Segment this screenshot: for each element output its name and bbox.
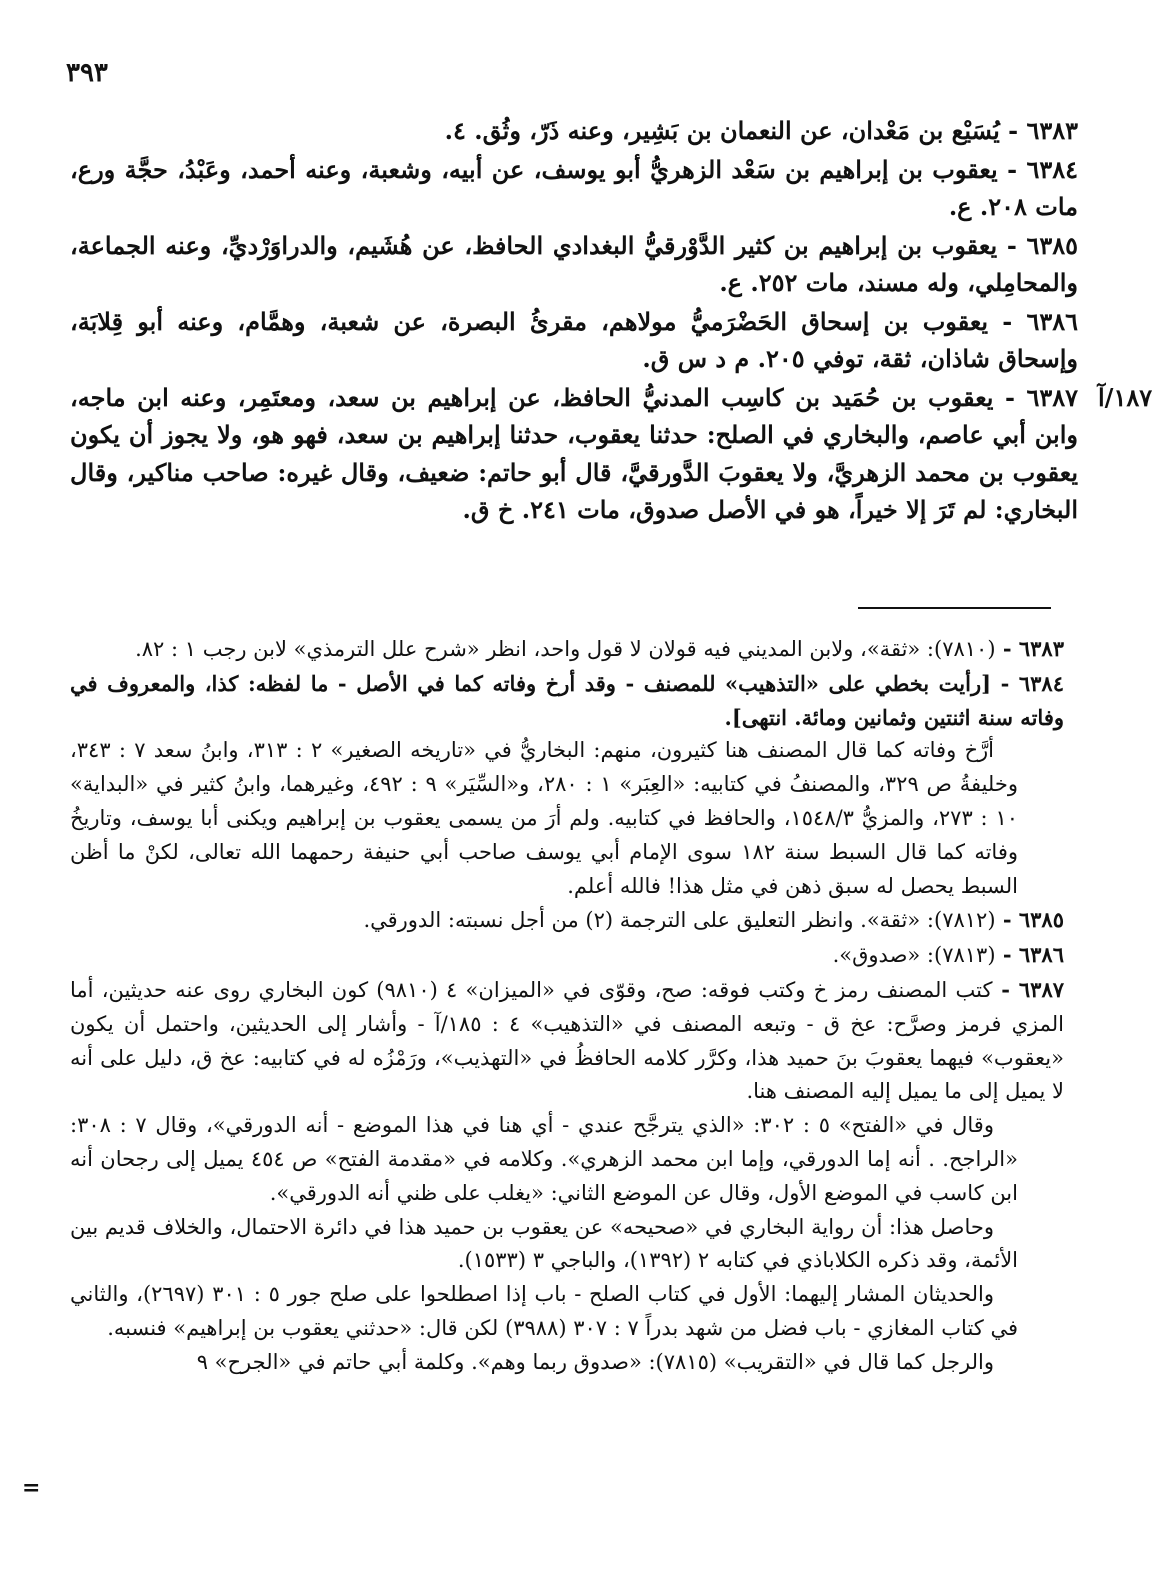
note-paragraph: أرَّخ وفاته كما قال المصنف هنا كثيرون، منهم: البخاريُّ في «تاريخه الصغير» ٢ : ٣١٣، وابنُ سعد ٧ : ٣٤٣، وخليفةُ ص ٣٢٩، والمصنفُ في كتابيه: «العِبَر» ١ : ٢٨٠، و«السِّيَر» ٩ : ٤٩٢، وغيرهما، وابنُ كثير في «البداية» ١٠ : ٢٧٣، والمزيُّ ١٥٤٨/٣، والحافظ في كتابيه. ولم أرَ من يسمى يعقوب بن إبراهيم ويكنى أبا يوسف، وتاريخُ وفاته كما قال السبط سنة ١٨٢ سوى الإمام أبي يوسف صاحب أبي حنيفة رحمهما الله تعالى، لكنْ ما أظن السبط يحصل له سبق ذهن في مثل هذا! فالله أعلم. [70, 738, 1019, 898]
entry-6385 [70, 227, 1078, 302]
entry-number: ٦٣٨٦ - [988, 306, 1079, 336]
note-text: [رأيت بخطي على «التذهيب» للمصنف - وقد أرخ وفاته كما في الأصل - ما لفظه: كذا، والمعروف في وفاته سنة اثنتين وثمانين ومائة. انتهى]. [70, 670, 1064, 730]
entry-6387: ٦٣٨٧ - يعقوب بن حُمَيد بن كاسِب المدنيُّ الحافظ، عن إبراهيم بن سعد، ومعتَمِر، وعنه ابن ماجه، وابن أبي عاصم، والبخاري في الصلح: حدثنا يعقوب، حدثنا إبراهيم بن سعد، فهو هو، ولا يجوز أن يكون يعقوب بن محمد الزهريَّ، ولا يعقوبَ الدَّورقيَّ، قال أبو حاتم: ضعيف، وقال غيره: صاحب مناكير، وقال البخاري: لم تَرَ إلا خيراً، هو في الأصل صدوق، مات ٢٤١. خ ق. ١٨٧/آ [70, 382, 1152, 524]
note-number: ٦٣٨٥ - [995, 907, 1064, 933]
note-text: كتب المصنف رمز خ وكتب فوقه: صح، وقوّى في «الميزان» ٤ (٩٨١٠) كون البخاري روى عنه حديثين، أما المزي فرمز وصرَّح: عخ ق - وتبعه المصنف في «التذهيب» ٤ : ١٨٥/آ - وأشار إلى الحديثين، واحتمل أن يكون «يعقوب» فيهما يعقوبَ بنَ حميد هذا، وكرَّر كلامه الحافظُ في «التهذيب»، ورَمْزُه له في كتابيه: عخ ق، دليل على أنه لا يميل إلى ما يميل إليه المصنف هنا. [70, 977, 1065, 1104]
entry-text: يعقوب بن حُمَيد بن كاسِب المدنيُّ الحافظ، عن إبراهيم بن سعد، ومعتَمِر، وعنه ابن ماجه، وابن أبي عاصم، والبخاري في الصلح: حدثنا يعقوب، حدثنا إبراهيم بن سعد، فهو هو، ولا يجوز أن يكون يعقوب بن محمد الزهريَّ، ولا يعقوبَ الدَّورقيَّ، قال أبو حاتم: ضعيف، وقال غيره: صاحب مناكير، وقال البخاري: لم تَرَ إلا خيراً، هو في الأصل صدوق، مات ٢٤١. خ ق. [70, 382, 1078, 524]
entry-text: يعقوب بن إبراهيم بن كثير الدَّوْرقيُّ البغدادي الحافظ، عن هُشَيم، والدراوَرْديِّ، وعنه الجماعة، والمحامِلي، وله مسند، مات ٢٥٢. ع. [70, 230, 1078, 297]
note-paragraph: وحاصل هذا: أن رواية البخاري في «صحيحه» عن يعقوب بن حميد هذا في دائرة الاحتمال، والخلاف قديم بين الأئمة، وقد ذكره الكلاباذي في كتابه ٢ (١٣٩٢)، والباجي ٣ (١٥٣٣). [70, 1214, 1018, 1273]
note-paragraph: وقال في «الفتح» ٥ : ٣٠٢: «الذي يترجَّح عندي - أي هنا في هذا الموضع - أنه الدورقي»، وقال ٧ : ٣٠٨: «الراجح. . أنه إما الدورقي، وإما ابن محمد الزهري». وكلامه في «مقدمة الفتح» ص ٤٥٤ يميل إلى رجحان أنه ابن كاسب في الموضع الأول، وقال عن الموضع الثاني: «يغلب على ظني أنه الدورقي». [70, 1113, 1018, 1205]
entry-text: يعقوب بن إبراهيم بن سَعْد الزهريُّ أبو يوسف، عن أبيه، وشعبة، وعنه أحمد، وعَبْدُ، حجَّة ورع، مات ٢٠٨. ع. [70, 154, 1078, 221]
entry-text: يُسَيْع بن مَعْدان، عن النعمان بن بَشِير، وعنه ذَرّ، وثُق. ٤. [444, 116, 1000, 145]
note-number: ٦٣٨٤ - [991, 670, 1064, 696]
note-6385 [70, 903, 1064, 938]
entry-text: يعقوب بن إسحاق الحَضْرَميُّ مولاهم، مقرئُ البصرة، عن شعبة، وهمَّام، وعنه أبو قِلابَة، وإسحاق شاذان، ثقة، توفي ٢٠٥. م د س ق. [70, 306, 1078, 373]
note-text: (٧٨١٠): «ثقة»، ولابن المديني فيه قولان لا قول واحد، انظر «شرح علل الترمذي» لابن رجب ١ : ٨٢. [135, 637, 996, 661]
entry-number: ٦٣٨٥ - [997, 230, 1079, 260]
note-text: (٧٨١٢): «ثقة». وانظر التعليق على الترجمة (٢) من أجل نسبته: الدورقي. [363, 908, 996, 933]
entry-number: ٦٣٨٤ - [997, 154, 1079, 184]
note-paragraph: والحديثان المشار إليهما: الأول في كتاب الصلح - باب إذا اصطلحوا على صلح جور ٥ : ٣٠١ (٢٦٩٧)، والثاني في كتاب المغازي - باب فضل من شهد بدراً ٧ : ٣٠٧ (٣٩٨٨) لكن قال: «حدثني يعقوب بن إبراهيم» فنسبه. [70, 1282, 1018, 1340]
note-6384 [70, 667, 1064, 735]
entry-6383 [70, 112, 1078, 150]
entry-6386 [70, 303, 1078, 378]
note-number: ٦٣٨٦ - [995, 942, 1064, 968]
entry-number: ٦٣٨٣ - [999, 116, 1078, 145]
note-6383 [70, 632, 1064, 667]
entry-number: ٦٣٨٧ - [993, 382, 1079, 412]
note-number: ٦٣٨٧ - [992, 976, 1065, 1002]
note-paragraph: والرجل كما قال في «التقريب» (٧٨١٥): «صدوق ربما وهم». وكلمة أبي حاتم في «الجرح» ٩ [196, 1349, 994, 1374]
note-6387 [70, 973, 1064, 1109]
note-6386 [70, 938, 1064, 973]
note-number: ٦٣٨٣ - [995, 636, 1064, 661]
note-text: (٧٨١٣): «صدوق». [832, 943, 996, 968]
footnote-separator [858, 607, 1051, 609]
entry-6384 [70, 151, 1078, 226]
continuation-mark: = [22, 1475, 41, 1501]
footnotes [70, 632, 1064, 1380]
main-text [70, 112, 1152, 530]
page-number: ٣٩٣ [66, 58, 108, 88]
